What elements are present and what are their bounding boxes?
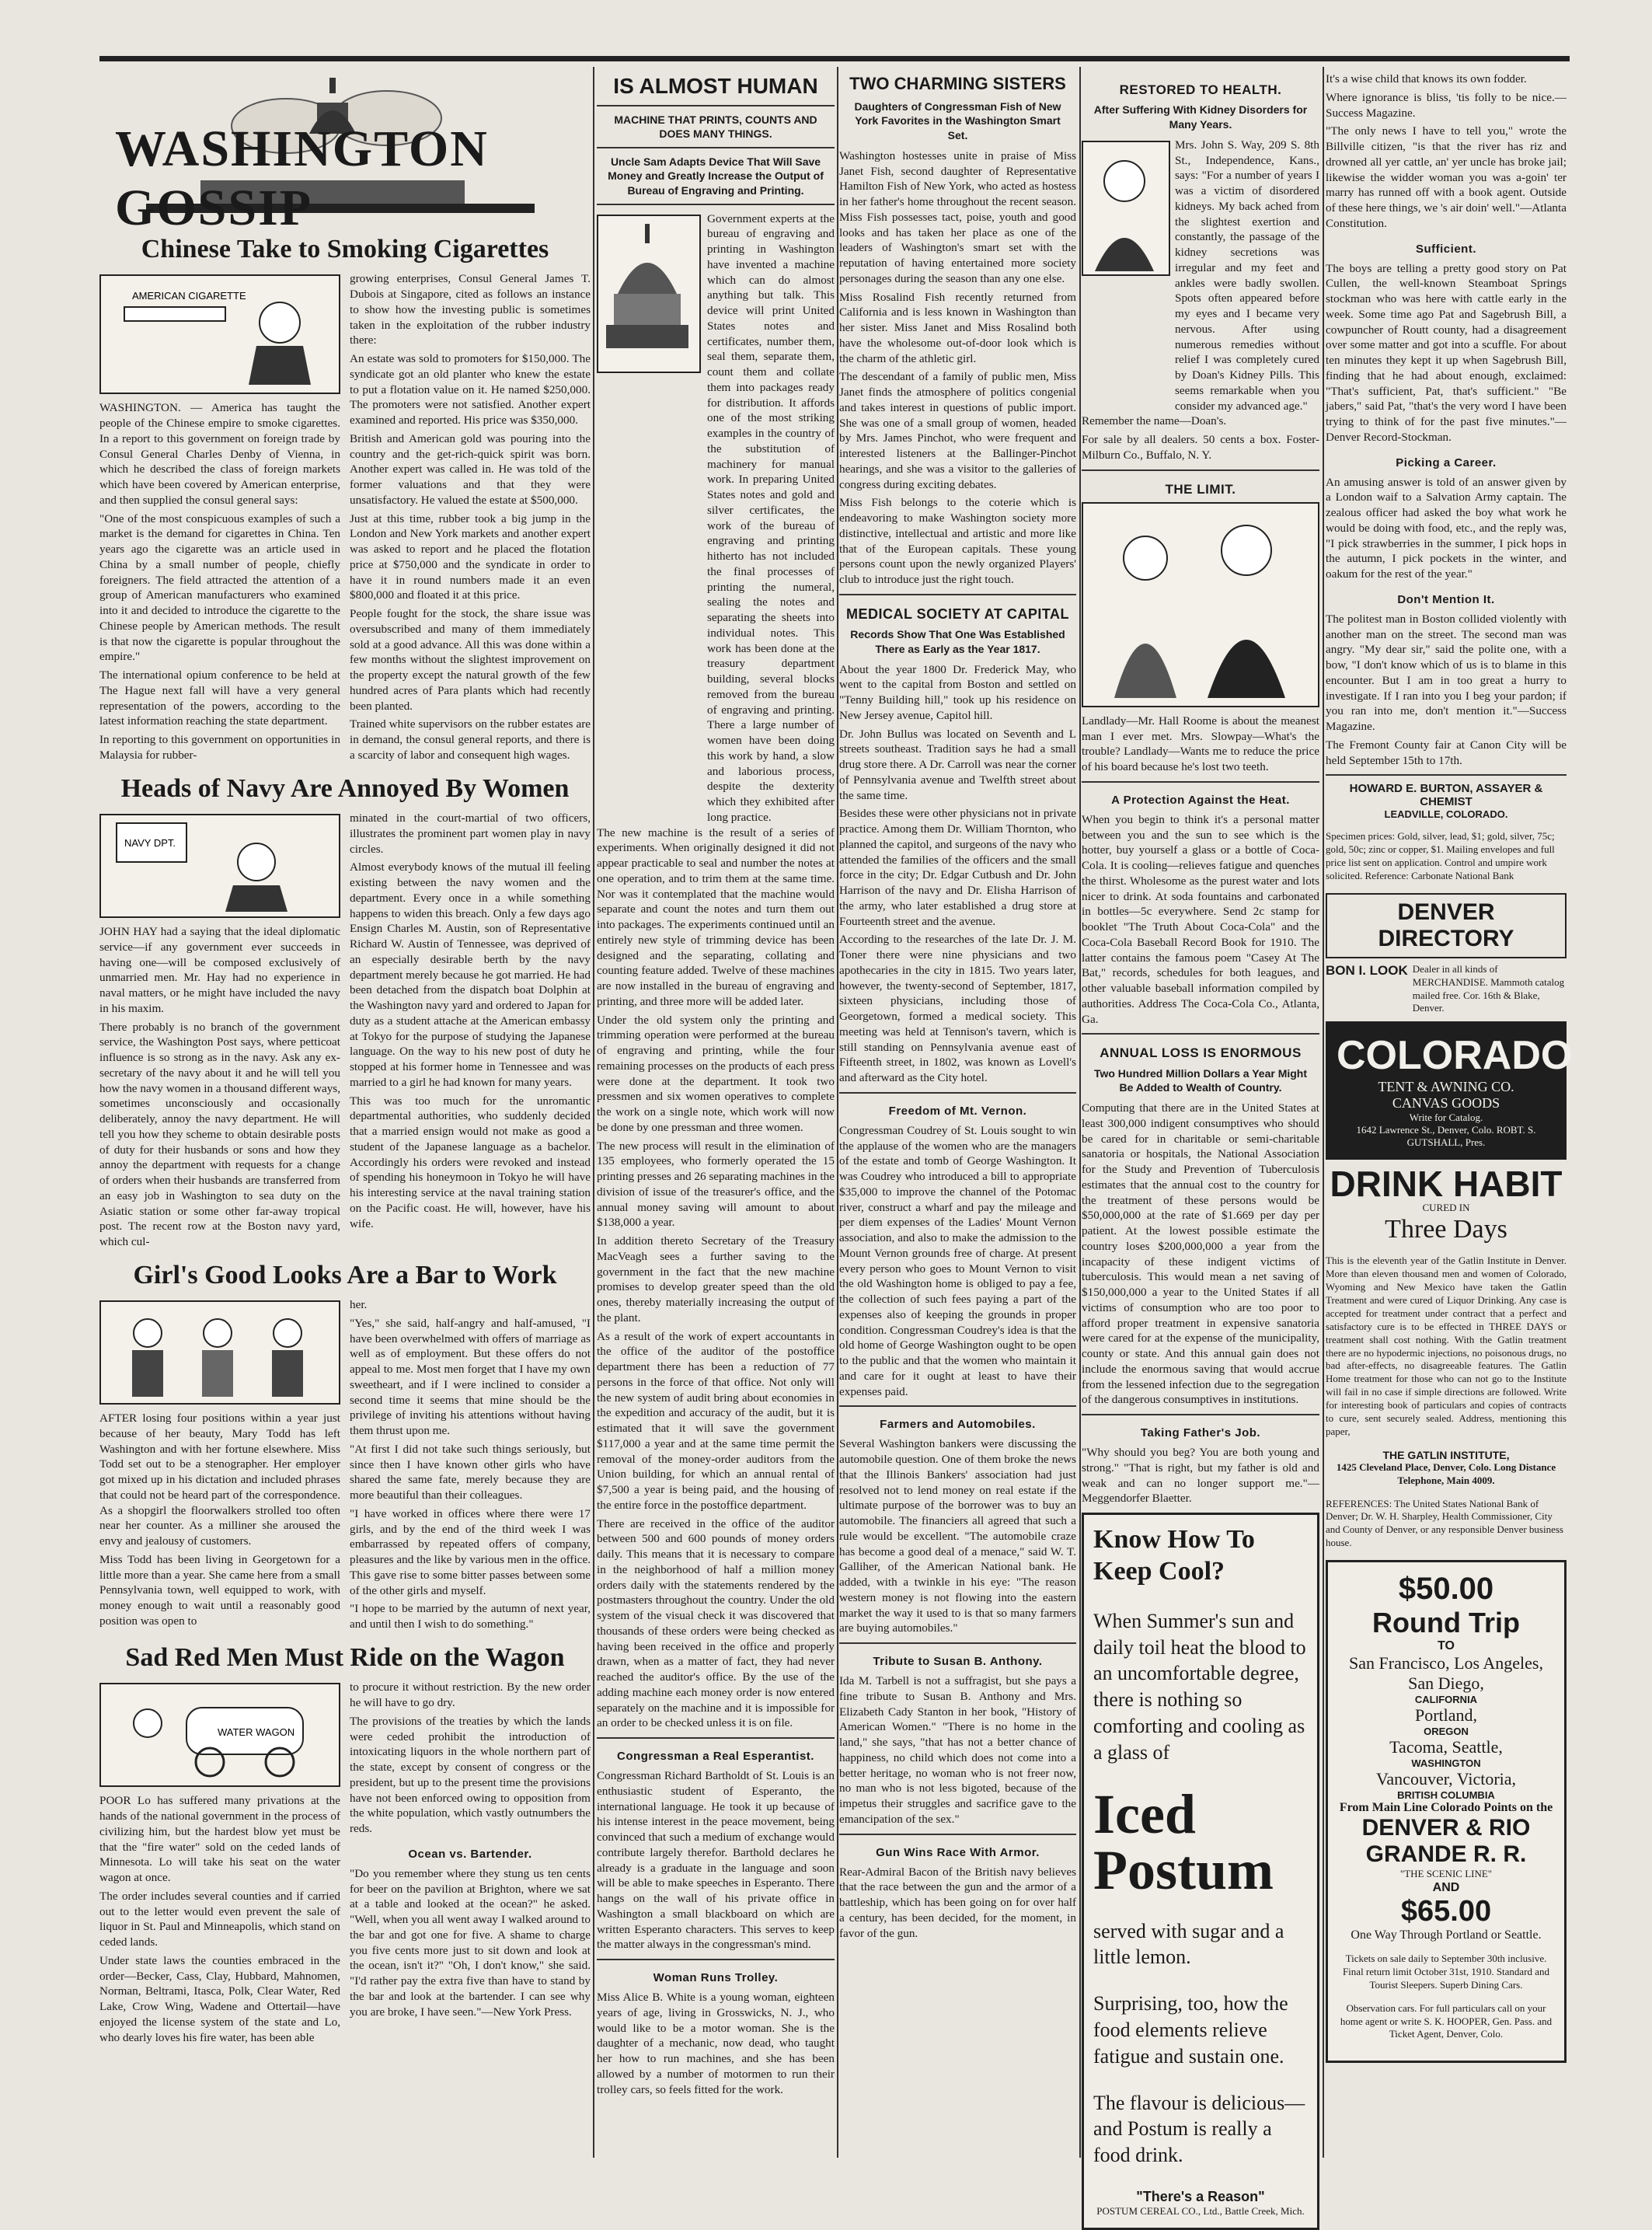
health-paragraph: Mrs. John S. Way, 209 S. 8th St., Independence, Kans., says: "For a number of years I was a victim of disordered kidneys. My back ached from the slightest exertion and constantly, the passage of the kidney secretions was irregular and my feet and ankles were badly swollen. Spots often appeared before my eyes and I became very nervous. After using numerous remedies without relief I was completely cured by Doan's Kidney Pills. This seems remarkable when you consider my advanced age." xyxy=(1175,138,1319,413)
sisters-paragraph: The descendant of a family of public men, Miss Janet finds the atmosphere of politics congenial and takes interest in questions of public import. She was one of a small group of women, headed by Mrs. James Pinchot, who were frequent and interested listeners at the Ballinger-Pinchot hearings, and she was a visitor to the galleries of congress during exciting debates. xyxy=(839,370,1076,491)
burton-text: Specimen prices: Gold, silver, lead, $1; gold, silver, 75c; gold, 50c; zinc or copper, $1. Mailing envelopes and full price list sent on application. Control and umpire work solicited. Reference: Carbonate National Bank xyxy=(1326,830,1555,881)
postum-ad xyxy=(1082,1513,1319,2230)
divider xyxy=(597,147,835,148)
mention-headline: Don't Mention It. xyxy=(1397,592,1495,606)
redmen-headline: Sad Red Men Must Ride on the Wagon xyxy=(125,1642,565,1672)
redmen-paragraph: to procure it without restriction. By the new order he will have to go dry. xyxy=(350,1680,591,1710)
masthead-title: WASHINGTON GOSSIP xyxy=(115,120,489,236)
ignorance-text: Where ignorance is bliss, 'tis folly to be nice.—Success Magazine. xyxy=(1326,90,1567,120)
look-name: BON I. LOOK xyxy=(1326,962,1408,978)
human-paragraph: Under the old system only the printing and trimming operation were performed at the bureau of engraving and printing, while the four remaining processes on the products of each press were done at the department. It took two pressmen and six women operatives to complete the work on a single note, which work will now be done by one pressman and three women. xyxy=(597,1013,835,1134)
column-rule xyxy=(837,67,838,2158)
water-wagon-cartoon xyxy=(99,1683,340,1787)
girl-paragraph: Miss Todd has been living in Georgetown for a little more than a year. She came here from a small Pennsylvania town, well equipped to work, with money enough to wait until a reasonably good position was open to xyxy=(99,1552,340,1628)
human-subdeck: Uncle Sam Adapts Device That Will Save Money and Greatly Increase the Output of Bureau of Engraving and Printing. xyxy=(608,155,824,197)
navy-headline: Heads of Navy Are Annoyed By Women xyxy=(120,773,570,803)
column-rule xyxy=(1323,67,1324,2158)
rt-railroad: DENVER & RIO GRANDE R. R. xyxy=(1361,1815,1531,1868)
denver-directory: DENVER DIRECTORY xyxy=(1326,893,1567,958)
rt-sale: Tickets on sale daily to September 30th inclusive. Final return limit October 31st, 1910. Standard and Tourist Sleepers. Superb Dining Cars. xyxy=(1342,1952,1550,1991)
fair-text: The Fremont County fair at Canon City will be held September 15th to 17th. xyxy=(1326,738,1567,767)
navy-paragraph: JOHN HAY had a saying that the ideal diplomatic service—if any government ever succeeds in having one—will be composed exclusively of unmarried men. Mr. Hay had no experience in naval matters, or he might have included the navy in his maxim. xyxy=(99,925,340,1015)
cartoon-label: AMERICAN CIGARETTE xyxy=(132,290,246,302)
navy-paragraph: There probably is no branch of the government service, the Washington Post says, where petticoat influence is so strong as in the navy. Ask any ex-secretary of the navy about it and he will tell you how the navy women in a thousand different ways, sometimes unconsciously and occasionally deliberately, annoy the navy department. He will tell you how they scheme to obtain desirable posts of duty for their husbands or sons and how they annoy the department with requests for a change of orders when their husbands are transferred from an easy job in Washington to sea duty on the Asiatic station or some other far-away tropical post. The recent row at the Boston navy yard, which cul- xyxy=(99,1020,340,1249)
capitol-dome-illustration xyxy=(597,215,701,373)
postum-text: Surprising, too, how the food elements relieve fatigue and sustain one. xyxy=(1093,1992,1288,2068)
cartoon-label: WATER WAGON xyxy=(218,1726,295,1739)
ocean-headline: Ocean vs. Bartender. xyxy=(408,1847,532,1861)
drink-habit-title: DRINK HABIT xyxy=(1330,1164,1563,1205)
rt-to: TO xyxy=(1438,1639,1455,1653)
limit-headline: THE LIMIT. xyxy=(1165,481,1236,497)
loss-paragraph: Computing that there are in the United States at least 300,000 indigent consumptives who should be cared for in charitable or semi-charitable sanatoria or hospitals, the National Association for the Study and Prevention of Tuberculosis estimates that the annual cost to the country for the treatment of these persons would be $50,000,000 at the rate of $1.669 per day per patient. At the lowest possible estimate the country loses $200,000,000 a year from the incapacity of these indigent victims of tuberculosis. This would mean a net saving of $150,000,000 a year to the United States if all victims of consumption who are too poor to afford proper treatment in expensive sanatoria were cared for at the expense of the municipality, county or state. And this annual gain does not include the enormous saving that would accrue from the lessened infection due to the segregation of the dangerous consumptives in institutions. xyxy=(1082,1101,1319,1407)
redmen-paragraph: The order includes several counties and if carried out to the letter would even prevent the sale of liquor in St. Paul and Minneapolis, which stand on ceded lands. xyxy=(99,1889,340,1949)
human-paragraph: As a result of the work of expert accountants in the office of the auditor of the postoffice department there has been a reduction of 77 persons in the force of that office. Not only will the new system of audit bring about economies in the expedition and accuracy of the audit, but it is estimated that it will save the government $117,000 a year and at the same time permit the removal of the money-order auditors from the Union building, for which an annual rental of $7,500 a year is being paid, and the housing of the entire force in the postoffice department. xyxy=(597,1329,835,1512)
vernon-headline: Freedom of Mt. Vernon. xyxy=(888,1104,1027,1118)
mention-paragraph: The politest man in Boston collided violently with another man on the street. The second man was angry. "My dear sir," said the polite one, with a bow, "I don't know which of us is to blame in this encounter. But I am in too great a hurry to investigate. If I ran into you I beg your pardon; if you ran into me, don't mention it."—Success Magazine. xyxy=(1326,612,1567,733)
girl-paragraph: "At first I did not take such things seriously, but since then I have known other girls who have shared the same fate, merely because they are more beautiful than their colleagues. xyxy=(350,1442,591,1502)
rt-cities: Vancouver, Victoria, xyxy=(1375,1769,1517,1789)
anthony-paragraph: Ida M. Tarbell is not a suffragist, but she pays a fine tribute to Susan B. Anthony and Mrs. Elizabeth Cady Stanton in her book, "History of American Women." "There is no home in the land," she says, "that has not a better chance of happiness, no child which does not come into a better heritage, no woman who is not freer now, no man who is not less bigoted, because of the impetus their struggles and sacrifice gave to the emancipation of the sex." xyxy=(839,1674,1076,1826)
navy-cartoon xyxy=(99,814,340,918)
water-wagon-drawing xyxy=(101,1684,339,1782)
divider xyxy=(1082,469,1319,471)
rt-and: AND xyxy=(1432,1880,1460,1894)
esperanto-headline: Congressman a Real Esperantist. xyxy=(617,1750,814,1764)
chinese-paragraph: WASHINGTON. — America has taught the people of the Chinese empire to smoke cigarettes. In a report to this government on foreign trade by Consul General Charles Denby of Vienna, in which he described the class of foreign markets which have been covered by American enterprise, and then supplied the consul general says: xyxy=(99,401,340,507)
divider xyxy=(839,1834,1076,1835)
masthead xyxy=(99,72,591,236)
navy-paragraph: This was too much for the unromantic departmental authorities, who suddenly decided that a married ensign would not make as good a student of the Japanese language as a bachelor. Accordingly his orders were revoked and instead of spending his honeymoon in Tokyo he will have his interesting service at the naval training station on the Pacific coast. He will, however, have his wife. xyxy=(350,1094,591,1230)
postum-maker: POSTUM CEREAL CO., Ltd., Battle Creek, Mich. xyxy=(1096,2204,1305,2217)
postum-slogan: "There's a Reason" xyxy=(1136,2188,1265,2204)
loss-headline: ANNUAL LOSS IS ENORMOUS xyxy=(1100,1045,1302,1061)
chinese-paragraph: growing enterprises, Consul General James T. Dubois at Singapore, cited as follows an instance to show how the investing public is sometimes taken in the exploitation of the rubber industry there: xyxy=(350,272,591,347)
limit-caption: Landlady—Mr. Hall Roome is about the meanest man I ever met. Mrs. Slowpay—What's the trouble? Landlady—Wants me to reduce the price of his board because he's lost two teeth. xyxy=(1082,714,1319,774)
column-rule xyxy=(1079,67,1081,2158)
wise-child-text: It's a wise child that knows its own fodder. xyxy=(1326,72,1527,86)
drink-days: Three Days xyxy=(1385,1215,1507,1244)
health-paragraph: Remember the name—Doan's. xyxy=(1082,414,1227,428)
girl-cartoon xyxy=(99,1300,340,1405)
farmers-headline: Farmers and Automobiles. xyxy=(880,1418,1036,1432)
medical-paragraph: According to the researches of the late Dr. J. M. Toner there were nine physicians and two apothecaries in the city in 1815. Two years later, however, the twenty-second of September, 1817, sixteen physicians, including those of Georgetown, formed a medical society. This meeting was held at Tennison's tavern, which is still standing on Pennsylvania avenue east of Fifteenth street, in 1802, was known as Lovell's and afterward as the City hotel. xyxy=(839,933,1076,1085)
rt-scenic: "THE SCENIC LINE" xyxy=(1399,1868,1493,1880)
gatlin-refs: REFERENCES: The United States National Bank of Denver; Dr. W. H. Sharpley, Health Commissioner, City and County of Denver, or any responsible Denver business house. xyxy=(1326,1497,1563,1549)
divider xyxy=(839,1642,1076,1644)
girl-cartoon-drawing xyxy=(101,1302,339,1400)
chinese-headline: Chinese Take to Smoking Cigarettes xyxy=(141,235,549,263)
anthony-headline: Tribute to Susan B. Anthony. xyxy=(873,1655,1043,1669)
chinese-paragraph: "One of the most conspicuous examples of such a market is the demand for cigarettes in China. Ten years ago the cigarette was an article used in China by a small number of people, chiefly foreigners. The field attracted the attention of a group of American manufacturers who examined into it and decided to introduce the cigarette to the Chinese people by American methods. The result is that now the cigarette is popular throughout the empire." xyxy=(99,511,340,664)
portrait-drawing xyxy=(1083,142,1166,271)
sisters-paragraph: Miss Fish belongs to the coterie which is endeavoring to make Washington society more distinctive, intellectual and artistic and more like that of the European capitals. These young persons count upon the newly organized Players' club to introduce just the right touch. xyxy=(839,496,1076,586)
girl-paragraph: "I hope to be married by the autumn of next year, and until then I wish to do something." xyxy=(350,1602,591,1631)
chinese-paragraph: In reporting to this government on opportunities in Malaysia for rubber- xyxy=(99,733,340,762)
medical-deck: Records Show That One Was Established There as Early as the Year 1817. xyxy=(850,628,1065,655)
divider xyxy=(597,204,835,205)
job-headline: Taking Father's Job. xyxy=(1140,1426,1261,1440)
limit-cartoon xyxy=(1082,502,1319,707)
navy-paragraph: minated in the court-martial of two officers, illustrates the prominent part women play in navy circles. xyxy=(350,811,591,856)
cocacola-paragraph: When you begin to think it's a personal matter between you and the sun to see which is the hotter, buy yourself a glass or a bottle of Coca-Cola. It is cooling—relieves fatigue and quenches the thirst. Wholesome as the purest water and lots nicer to drink. At soda fountains and carbonated in bottles—5c everywhere. Send 2c stamp for booklet "The Truth About Coca-Cola" and the Coca-Cola Baseball Record Book for 1910. The latter contains the famous poem "Casey At The Bat," records, schedules for both leagues, and other valuable baseball information compiled by authorities. Address The Coca-Cola Co., Atlanta, Ga. xyxy=(1082,812,1319,1026)
career-paragraph: An amusing answer is told of an answer given by a London waif to a Salvation Army captain. The zealous officer had asked the boy what work he would be doing with food, etc., and the reply was, "I pick strawberries in the summer, I pick hops in the autumn, I pick pockets in the winter, and oakum for the rest of the year." xyxy=(1326,475,1567,581)
health-paragraph: For sale by all dealers. 50 cents a box. Foster-Milburn Co., Buffalo, N. Y. xyxy=(1082,433,1319,462)
chinese-paragraph: Trained white supervisors on the rubber estates are in demand, the consul general reports, and there is a scarcity of labor and consequent high wages. xyxy=(350,717,591,762)
burton-name: HOWARD E. BURTON, ASSAYER & CHEMIST xyxy=(1349,782,1543,809)
chinese-paragraph: Just at this time, rubber took a big jump in the London and New York markets and another expert was asked to report and he placed the flotation price at $750,000 and the syndicate in order to have it in round numbers made it an even $800,000 and floated it at this price. xyxy=(350,511,591,602)
colorado-sub: TENT & AWNING CO. xyxy=(1378,1079,1514,1095)
rt-cities: Tacoma, Seattle, xyxy=(1389,1737,1503,1757)
chinese-paragraph: An estate was sold to promoters for $150,000. The syndicate got an old planter who knew the estate to put a flotation value on it. He named $250,000. The promoters were not satisfied. Another expert examined and reported. His price was $350,000. xyxy=(350,352,591,428)
divider xyxy=(1082,1414,1319,1415)
esperanto-paragraph: Congressman Richard Bartholdt of St. Louis is an enthusiastic student of Esperanto, the international language. He took it up because of his intense interest in the peace movement, being convinced that such a medium of exchange would contribute largely therefor. Barthold declares he already is a graduate in the language and soon will be able to make speeches in Esperanto. There hangs on the wall of his private office in Washington a small blackboard on which are written Esperanto characters. This serves to keep the matter always in the congressman's mind. xyxy=(597,1769,835,1952)
limit-cartoon-drawing xyxy=(1083,504,1318,703)
human-paragraph: In addition thereto Secretary of the Treasury MacVeagh sees a further saving to the government in the fact that the new machine promises to develop greater speed than the old ones, thereby materially increasing the output of the plant. xyxy=(597,1234,835,1324)
rt-from: From Main Line Colorado Points on the xyxy=(1339,1801,1553,1815)
divider xyxy=(1082,781,1319,783)
medical-paragraph: Dr. John Bullus was located on Seventh and L streets southeast. Tradition says he had a small drug store there. A Dr. Carroll was near the corner of Pennsylvania avenue and Twelfth street about the same time. xyxy=(839,727,1076,802)
medical-headline: MEDICAL SOCIETY AT CAPITAL xyxy=(845,605,1069,622)
rt-price2: $65.00 xyxy=(1400,1894,1492,1928)
capitol-dome-drawing xyxy=(598,216,696,368)
rt-price: $50.00 xyxy=(1398,1572,1494,1607)
divider xyxy=(597,1737,835,1739)
cigarette-cartoon-drawing xyxy=(101,276,339,389)
column-2 xyxy=(597,72,835,2162)
navy-cartoon-drawing xyxy=(101,815,339,913)
colorado-address: 1642 Lawrence St., Denver, Colo. ROBT. S. GUTSHALL, Pres. xyxy=(1356,1124,1536,1149)
portrait-illustration xyxy=(1082,141,1170,276)
cartoon-label: NAVY DPT. xyxy=(124,837,176,850)
sisters-paragraph: Washington hostesses unite in praise of Miss Janet Fish, second daughter of Representative Hamilton Fish of New York, who acted as hostess in her father's home throughout the recent season. Miss Fish possesses tact, poise, youth and good looks and has taken her place as one of the leaders of Washington's smart set with the reputation of having entertained more society personages during the season than any one else. xyxy=(839,148,1076,285)
career-headline: Picking a Career. xyxy=(1396,455,1497,469)
human-headline: IS ALMOST HUMAN xyxy=(613,74,818,98)
divider xyxy=(839,1405,1076,1407)
gatlin-name: THE GATLIN INSTITUTE, xyxy=(1382,1448,1510,1461)
burton-city: LEADVILLE, COLORADO. xyxy=(1384,808,1508,821)
divider xyxy=(839,594,1076,595)
rt-cities: San Francisco, Los Angeles, San Diego, xyxy=(1349,1653,1543,1694)
column-3 xyxy=(839,72,1076,2162)
postum-text: served with sugar and a little lemon. xyxy=(1093,1919,1284,1969)
divider xyxy=(597,105,835,106)
redmen-paragraph: POOR Lo has suffered many privations at the hands of the national government in the process of civilizing him, but the hardest blow yet must be that the "fire water" sold on the ceded lands of Minnesota. Lo will take his seat on the water wagon at once. xyxy=(99,1794,340,1885)
sisters-deck: Daughters of Congressman Fish of New York Favorites in the Washington Smart Set. xyxy=(854,100,1061,141)
rt-cities: Portland, xyxy=(1414,1705,1478,1726)
redmen-paragraph: The provisions of the treaties by which the lands were ceded prohibit the introduction of intoxicating liquors in the whole northern part of the state, except by consent of congress or the president, but up to the present time the provisions have not been enforced owing to opposition from the white population, which vastly outnumbers the reds. xyxy=(350,1714,591,1836)
column-5 xyxy=(1326,72,1573,2162)
news-text: "The only news I have to tell you," wrote the Billville citizen, "is that the river has riz and drowned all yer cattle, an' yer uncle has broke jail; likewise the widder woman you was a-goin' ter marry has runned off with a book agent. Outside of these here things, we 's air doin' well."—Atlanta Constitution. xyxy=(1326,124,1567,230)
colorado-title: COLORADO xyxy=(1337,1033,1573,1079)
sufficient-headline: Sufficient. xyxy=(1415,242,1476,256)
rt-contact: Observation cars. For full particulars call on your home agent or write S. K. HOOPER, Gen. Pass. and Ticket Agent, Denver, Colo. xyxy=(1340,2001,1553,2040)
human-paragraph: Government experts at the bureau of engraving and printing in Washington have invented a machine which can do almost anything but talk. This device will print United States notes and certificates, number them, seal them, separate them, count them and collate them into packages ready for distribution. It affords one of the most striking examples in the country of the substitution of machinery for manual work. In preparing United States notes and gold and silver certificates, the work of the bureau of engraving and printing hitherto has not included the final processes of printing the numeral, sealing the notes and separating the sheets into individual notes. This work has been done at the treasury department building, several blocks removed from the bureau of engraving and printing. There a large number of women have been doing this work by hand, a slow and laborious process, despite the dexterity which they exhibited after long practice. xyxy=(707,211,835,824)
loss-deck: Two Hundred Million Dollars a Year Might Be Added to Wealth of Country. xyxy=(1093,1066,1308,1094)
medical-paragraph: About the year 1800 Dr. Frederick May, who went to the capital from Boston and settled on "Tenny Building hill," took up his residence on New Jersey avenue, Capitol hill. xyxy=(839,662,1076,722)
rt-state: BRITISH COLUMBIA xyxy=(1397,1789,1495,1802)
chinese-paragraph: British and American gold was pouring into the country and the get-rich-quick spirit was born. Another expert was called in. He was told of the former valuations and that they were unsatisfactory. He valued the estate at $500,000. xyxy=(350,431,591,507)
gun-paragraph: Rear-Admiral Bacon of the British navy believes that the race between the gun and the armor of a battleship, which has been going on for over half a century, has been decided, for the moment, in favor of the gun. xyxy=(839,1865,1076,1940)
postum-title: Know How To Keep Cool? xyxy=(1093,1525,1255,1586)
redmen-paragraph: Under state laws the counties embraced in the order—Becker, Cass, Clay, Hubbard, Mahnomen, Norman, Beltrami, Itasca, Polk, Clear Water, Red Lake, Crow Wing, Wadene and Ottertail—have enjoyed the license system of the state and Lo, who dearly loves his fire water, has been able xyxy=(99,1953,340,2044)
medical-paragraph: Besides these were other physicians not in private practice. Among them Dr. William Thornton, who planned the capitol, and surgeons of the navy who attended the families of the officers and the small force in the city; Dr. Edgar Cutbush and Dr. John Harrison of the navy and Dr. Elisha Harrison of the army, who later established a drug store at Fourteenth street and the avenue. xyxy=(839,807,1076,928)
postum-text: When Summer's sun and daily toil heat the blood to an uncomfortable degree, there is nothing so comforting and cooling as a glass of xyxy=(1093,1609,1306,1764)
rt-state: CALIFORNIA xyxy=(1414,1694,1478,1706)
human-deck: MACHINE THAT PRINTS, COUNTS AND DOES MANY THINGS. xyxy=(614,113,817,140)
rt-state: OREGON xyxy=(1424,1726,1469,1738)
cocacola-headline: A Protection Against the Heat. xyxy=(1111,793,1290,807)
sufficient-paragraph: The boys are telling a pretty good story on Pat Cullen, the well-known Steamboat Springs stockman who was here with cattle early in the week. Some time ago Pat and Sagebrush Bill, a cowpuncher of Routt county, had a disagreement over some matter and got into a scuffle. For about ten minutes they kept it up when Sagebrush Bill, finding that he had about enough, exclaimed: "That's sufficient, Pat, that's sufficient." "Be jabers," said Pat, "that's the very word I have been trying to think of for the past five minutes."—Denver Record-Stockman. xyxy=(1326,261,1567,444)
chinese-paragraph: People fought for the stock, the share issue was oversubscribed and many of them immediately sold at a good advance. All this was done within a few months without the slightest improvement on the property except the natural growth of the few hundred acres of Para plants which had recently been planted. xyxy=(350,607,591,713)
gatlin-address: 1425 Cleveland Place, Denver, Colo. Long Distance Telephone, Main 4009. xyxy=(1336,1460,1556,1486)
trolley-paragraph: Miss Alice B. White is a young woman, eighteen years of age, living in Grosswicks, N. J., who would like to be a motor woman. She is the daughter of a mechanic, now dead, who taught her how to run machines, and she has been allowed by a number of motormen to run their trolley cars, so feels fitted for the work. xyxy=(597,1991,835,2096)
cigarette-cartoon xyxy=(99,274,340,394)
top-rule xyxy=(99,56,1570,61)
column-rule xyxy=(593,67,594,2158)
sisters-headline: TWO CHARMING SISTERS xyxy=(849,74,1066,93)
washington-gossip-section xyxy=(99,72,591,2162)
round-trip-ad xyxy=(1326,1560,1567,2063)
girl-paragraph: "I have worked in offices where there were 17 girls, and by the end of the third week I was embarrassed by repeated offers of company, pleasures and the like by various men in the office. This gave rise to some bitter passes between some of the other girls and myself. xyxy=(350,1506,591,1597)
rt-title: Round Trip xyxy=(1372,1607,1520,1639)
chinese-paragraph: The international opium conference to be held at The Hague next fall will have a very general representation of the powers, according to the latest information reaching the state department. xyxy=(99,668,340,728)
postum-brand: Iced Postum xyxy=(1093,1782,1274,1901)
sisters-paragraph: Miss Rosalind Fish recently returned from California and is less known in Washington than her sister. Miss Janet and Miss Rosalind both have the wholesome out-of-door look which is the charm of the athletic girl. xyxy=(839,290,1076,365)
rt-state: WASHINGTON xyxy=(1411,1757,1481,1770)
ocean-paragraph: "Do you remember where they stung us ten cents for beer on the pavilion at Brighton, where we sat at a table and looked at the ocean?" he asked. "Well, when you all went away I walked around to the bar and got one for five. A shame to charge you five cents more just to sit down and look at the ocean, isn't it?" "Oh, I don't know," she said. "I'd rather pay the extra five than have to stand by the bar and look at the bartender. I can see why you are broke, I have seen."—New York Press. xyxy=(350,1866,591,2019)
health-deck: After Suffering With Kidney Disorders for Many Years. xyxy=(1093,103,1308,131)
divider xyxy=(597,1959,835,1960)
divider xyxy=(1326,774,1567,776)
colorado-goods: CANVAS GOODS xyxy=(1392,1095,1500,1112)
job-paragraph: "Why should you beg? You are both young and strong." "That is right, but my father is old and weak and can no longer support me."—Meggendorfer Blaetter. xyxy=(1082,1446,1319,1506)
girl-headline: Girl's Good Looks Are a Bar to Work xyxy=(133,1260,557,1289)
human-paragraph: There are received in the office of the auditor between 500 and 600 pounds of money orders daily. This means that it is necessary to compare in the neighborhood of half a million money orders daily with the statements rendered by the postmasters throughout the country. Under the old system of the visual check it was discovered that thousands of these orders were being checked as having been received in the office and properly drawn, when as a matter of fact, they had never reached the auditor's office. By the use of the adding machine each money order is now entered separately on the machine and it is impossible for an order to be checked unless it is on file. xyxy=(597,1516,835,1730)
colorado-tent-ad xyxy=(1326,1021,1573,1160)
drink-text: This is the eleventh year of the Gatlin Institute in Denver. More than eleven thousand men and women of Colorado, Wyoming and New Mexico have taken the Gatlin Treatment and were cured of Liquor Drinking. Any case is accepted for treatment under contract that a perfect and satisfactory cure is to be effected in THREE DAYS or treatment shall cost nothing. With the Gatlin treatment there are no hypodermic injections, no poisonous drugs, no bad after-effects, no disagreeable features. The Gatlin Home treatment for those who can not go to the Institute will fail in no case if simple directions are followed. Write for interesting book of particulars and copies of contracts to cure, sent securely sealed. Address, mentioning this paper, xyxy=(1326,1255,1567,1437)
navy-paragraph: Almost everybody knows of the mutual ill feeling existing between the navy women and the department. Every once in a while something happens to widen this breach. Only a few days ago Ensign Charles M. Austin, son of Representative Richard W. Austin of Tennessee, was deprived of an especially desirable berth by the navy department merely because he got married. He had been detached from the dispatch boat Dolphin at the Washington navy yard and ordered to Japan for duty as a student attache at the American embassy at Tokyo for the purpose of studying the Japanese language. On the way to his new post of duty he stopped at his former home in Tennessee and was married to a girl he had known for many years. xyxy=(350,860,591,1089)
health-headline: RESTORED TO HEALTH. xyxy=(1119,82,1282,97)
trolley-headline: Woman Runs Trolley. xyxy=(653,1971,779,1985)
postum-text: The flavour is delicious—and Postum is really a food drink. xyxy=(1093,2091,1305,2167)
look-text: Dealer in all kinds of MERCHANDISE. Mammoth catalog mailed free. Cor. 16th & Blake, Denver. xyxy=(1412,962,1565,1014)
drink-cured: CURED IN xyxy=(1422,1202,1470,1214)
divider xyxy=(839,1092,1076,1094)
colorado-catalog: Write for Catalog. xyxy=(1409,1112,1483,1124)
column-4 xyxy=(1082,72,1319,2217)
farmers-paragraph: Several Washington bankers were discussing the automobile question. One of them broke the news that the Illinois Bankers' association had just resolved not to lend money on real estate if the ultimate purpose of the borrower was to buy an automobile. The financiers all agreed that such a rule would be excellent. "The automobile craze has become a good deal of a menace," said W. T. Galliher, of the American National bank. He added, with a twinkle in his eye: "The reason western money is not flowing into the eastern market the way it used to is that so many farmers are buying automobiles." xyxy=(839,1437,1076,1635)
human-paragraph: The new machine is the result of a series of experiments. When originally designed it did not appear practicable to seal and number the notes at one operation, and to trim them at the same time. Nor was it contemplated that the machine would separate and count the notes and turn them out into packages. The experiments continued until an entirely new style of trimming device has been designed and the separating, collating and counting feature added. Twelve of these machines are now installed in the bureau of engraving and printing, and three more will be added later. xyxy=(597,825,835,1008)
girl-paragraph: "Yes," she said, half-angry and half-amused, "I have been overwhelmed with offers of marriage as well as of employment. But these offers do not appeal to me. Most men forget that I have my own sweetheart, and if I were inclined to consider a second time it seems that mine should be the privilege of inviting his attentions without having them thrust upon me. xyxy=(350,1316,591,1438)
divider xyxy=(1082,1033,1319,1035)
girl-paragraph: AFTER losing four positions within a year just because of her beauty, Mary Todd has left Washington and with her fortune elsewhere. Miss Todd set out to be a stenographer. Her employer got mixed up in his dictation and included phrases that could not be heard part of the correspondence. As a shopgirl the floorwalkers strolled too often near her counter. As a milliner she aroused the envy and jealousy of customers. xyxy=(99,1412,340,1548)
human-paragraph: The new process will result in the elimination of 135 employees, who formerly operated the 15 printing presses and 26 separating machines in the division of issue of the treasurer's office, and the annual money saving will amount to about $138,000 a year. xyxy=(597,1139,835,1230)
vernon-paragraph: Congressman Coudrey of St. Louis sought to win the applause of the women who are the managers of the estate and tomb of George Washington. It was Coudrey who introduced a bill to appropriate $35,000 to improve the channel of the Potomac river, construct a wharf and pay the mileage and per diem expenses of the Ladies' Mount Vernon association, and also to make the admission to the Mount Vernon grounds free of charge. At present every person who goes to Mount Vernon to visit the old Washington home is obliged to pay a fee, the collection of such fees paying a part of the expenses also of keeping the grounds in proper condition. Congressman Coudrey's idea is that the old home of George Washington ought to be open to the public and that the women who maintain it and care for it ought at least to have their expenses paid. xyxy=(839,1123,1076,1398)
girl-paragraph: her. xyxy=(350,1298,368,1312)
rt-oneway: One Way Through Portland or Seattle. xyxy=(1351,1928,1542,1942)
gun-headline: Gun Wins Race With Armor. xyxy=(876,1845,1040,1859)
